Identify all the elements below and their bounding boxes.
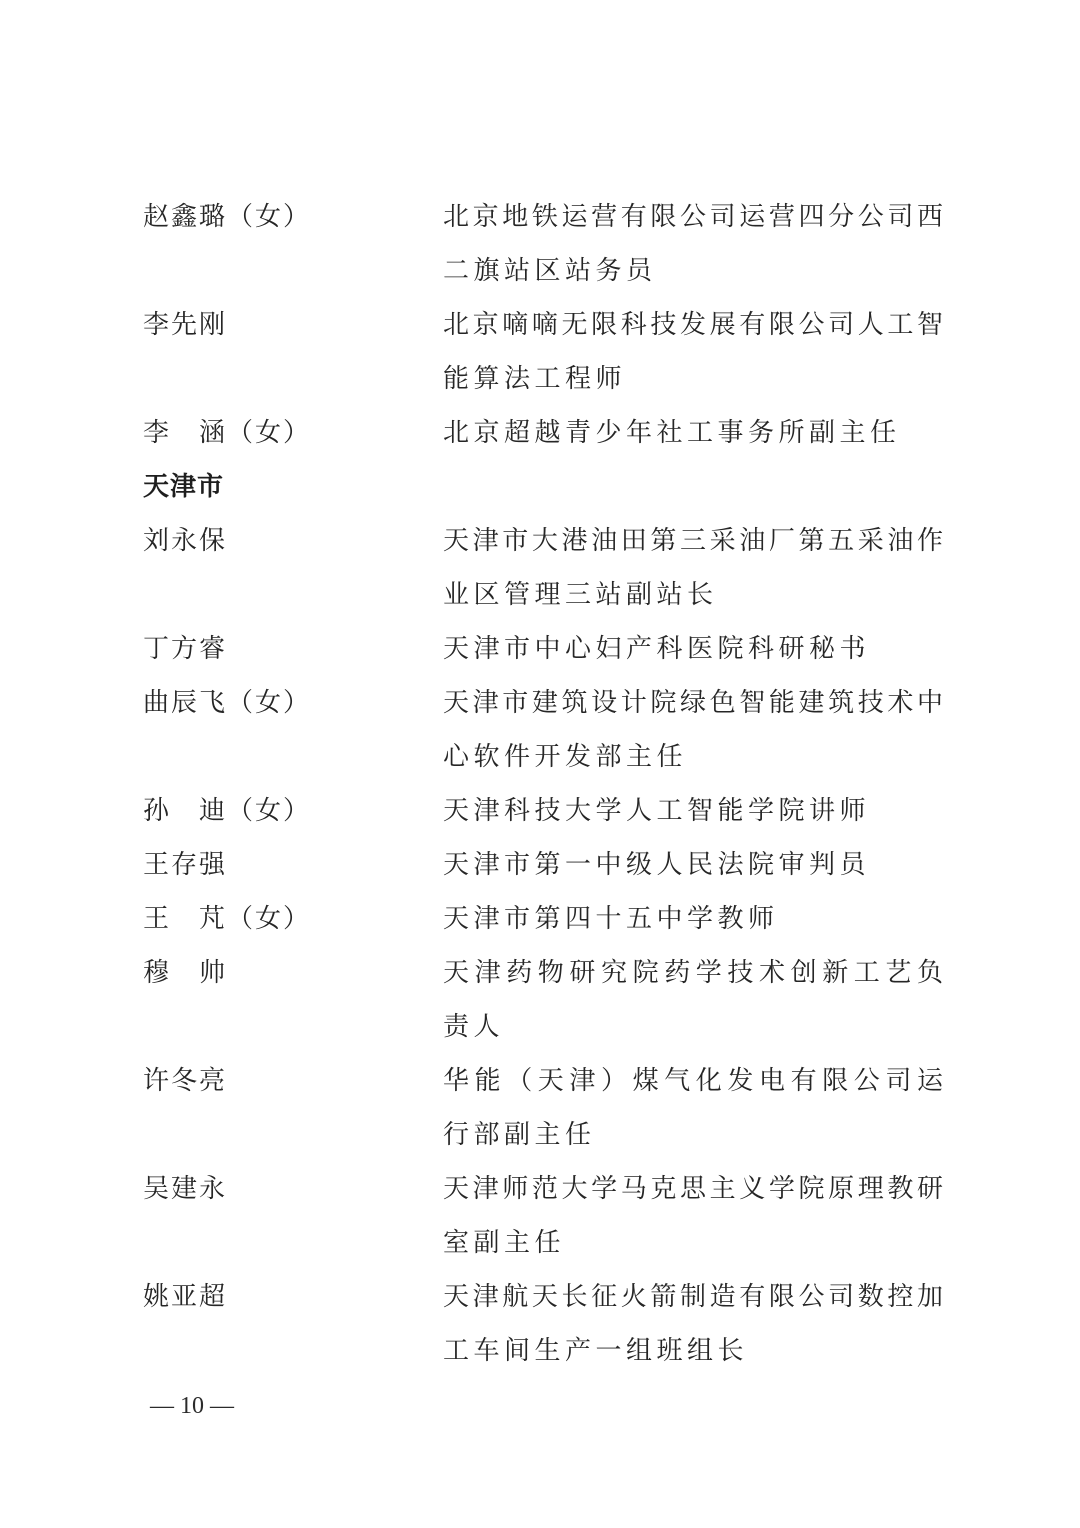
- person-name: 王存强: [143, 850, 228, 880]
- person-name: 许冬亮: [143, 1066, 228, 1096]
- list-item: [0, 1162, 1080, 1216]
- page-number: — 10 —: [150, 1393, 234, 1419]
- person-name: 穆 帅: [143, 958, 228, 988]
- list-item: [0, 838, 1080, 892]
- list-item-continuation: [0, 730, 1080, 784]
- unit-line: 天津市建筑设计院绿色智能建筑技术中: [443, 688, 943, 718]
- unit-line: 天津师范大学马克思主义学院原理教研: [443, 1174, 943, 1204]
- list-item-continuation: [0, 1000, 1080, 1054]
- person-name: 王 芃（女）: [143, 904, 312, 934]
- person-name: 刘永保: [143, 526, 228, 556]
- list-item-continuation: [0, 1324, 1080, 1378]
- unit-line: 华能（天津）煤气化发电有限公司运: [443, 1066, 943, 1096]
- person-name: 吴建永: [143, 1174, 228, 1204]
- list-item: [0, 190, 1080, 244]
- unit-line: 北京超越青少年社工事务所副主任: [443, 418, 901, 448]
- unit-line: 天津市中心妇产科医院科研秘书: [443, 634, 871, 664]
- list-item: [0, 892, 1080, 946]
- person-name: 曲辰飞（女）: [143, 688, 312, 718]
- unit-line: 工车间生产一组班组长: [443, 1336, 749, 1366]
- unit-line: 北京嘀嘀无限科技发展有限公司人工智: [443, 310, 943, 340]
- list-item: [0, 676, 1080, 730]
- unit-line: 责人: [443, 1012, 505, 1042]
- region-heading: 天津市: [143, 472, 225, 502]
- list-item-continuation: [0, 244, 1080, 298]
- list-item: [0, 1270, 1080, 1324]
- list-item: [0, 1054, 1080, 1108]
- unit-line: 天津市第四十五中学教师: [443, 904, 779, 934]
- unit-line: 二旗站区站务员: [443, 256, 657, 286]
- person-name: 姚亚超: [143, 1282, 228, 1312]
- list-item: [0, 946, 1080, 1000]
- list-item: [0, 622, 1080, 676]
- person-name: 李先刚: [143, 310, 228, 340]
- person-name: 孙 迪（女）: [143, 796, 312, 826]
- unit-line: 天津市大港油田第三采油厂第五采油作: [443, 526, 943, 556]
- list-item: [0, 784, 1080, 838]
- list-item: [0, 406, 1080, 460]
- list-item: [0, 514, 1080, 568]
- unit-line: 心软件开发部主任: [443, 742, 688, 772]
- list-item: [0, 298, 1080, 352]
- person-name: 赵鑫璐（女）: [143, 202, 312, 232]
- unit-line: 天津市第一中级人民法院审判员: [443, 850, 871, 880]
- unit-line: 能算法工程师: [443, 364, 627, 394]
- unit-line: 室副主任: [443, 1228, 566, 1258]
- unit-line: 行部副主任: [443, 1120, 596, 1150]
- person-name: 丁方睿: [143, 634, 228, 664]
- list-item-continuation: [0, 352, 1080, 406]
- unit-line: 业区管理三站副站长: [443, 580, 718, 610]
- unit-line: 北京地铁运营有限公司运营四分公司西: [443, 202, 943, 232]
- list-item-continuation: [0, 568, 1080, 622]
- unit-line: 天津航天长征火箭制造有限公司数控加: [443, 1282, 943, 1312]
- unit-line: 天津科技大学人工智能学院讲师: [443, 796, 871, 826]
- unit-line: 天津药物研究院药学技术创新工艺负: [443, 958, 943, 988]
- person-name: 李 涵（女）: [143, 418, 312, 448]
- list-item-continuation: [0, 1216, 1080, 1270]
- list-item-continuation: [0, 1108, 1080, 1162]
